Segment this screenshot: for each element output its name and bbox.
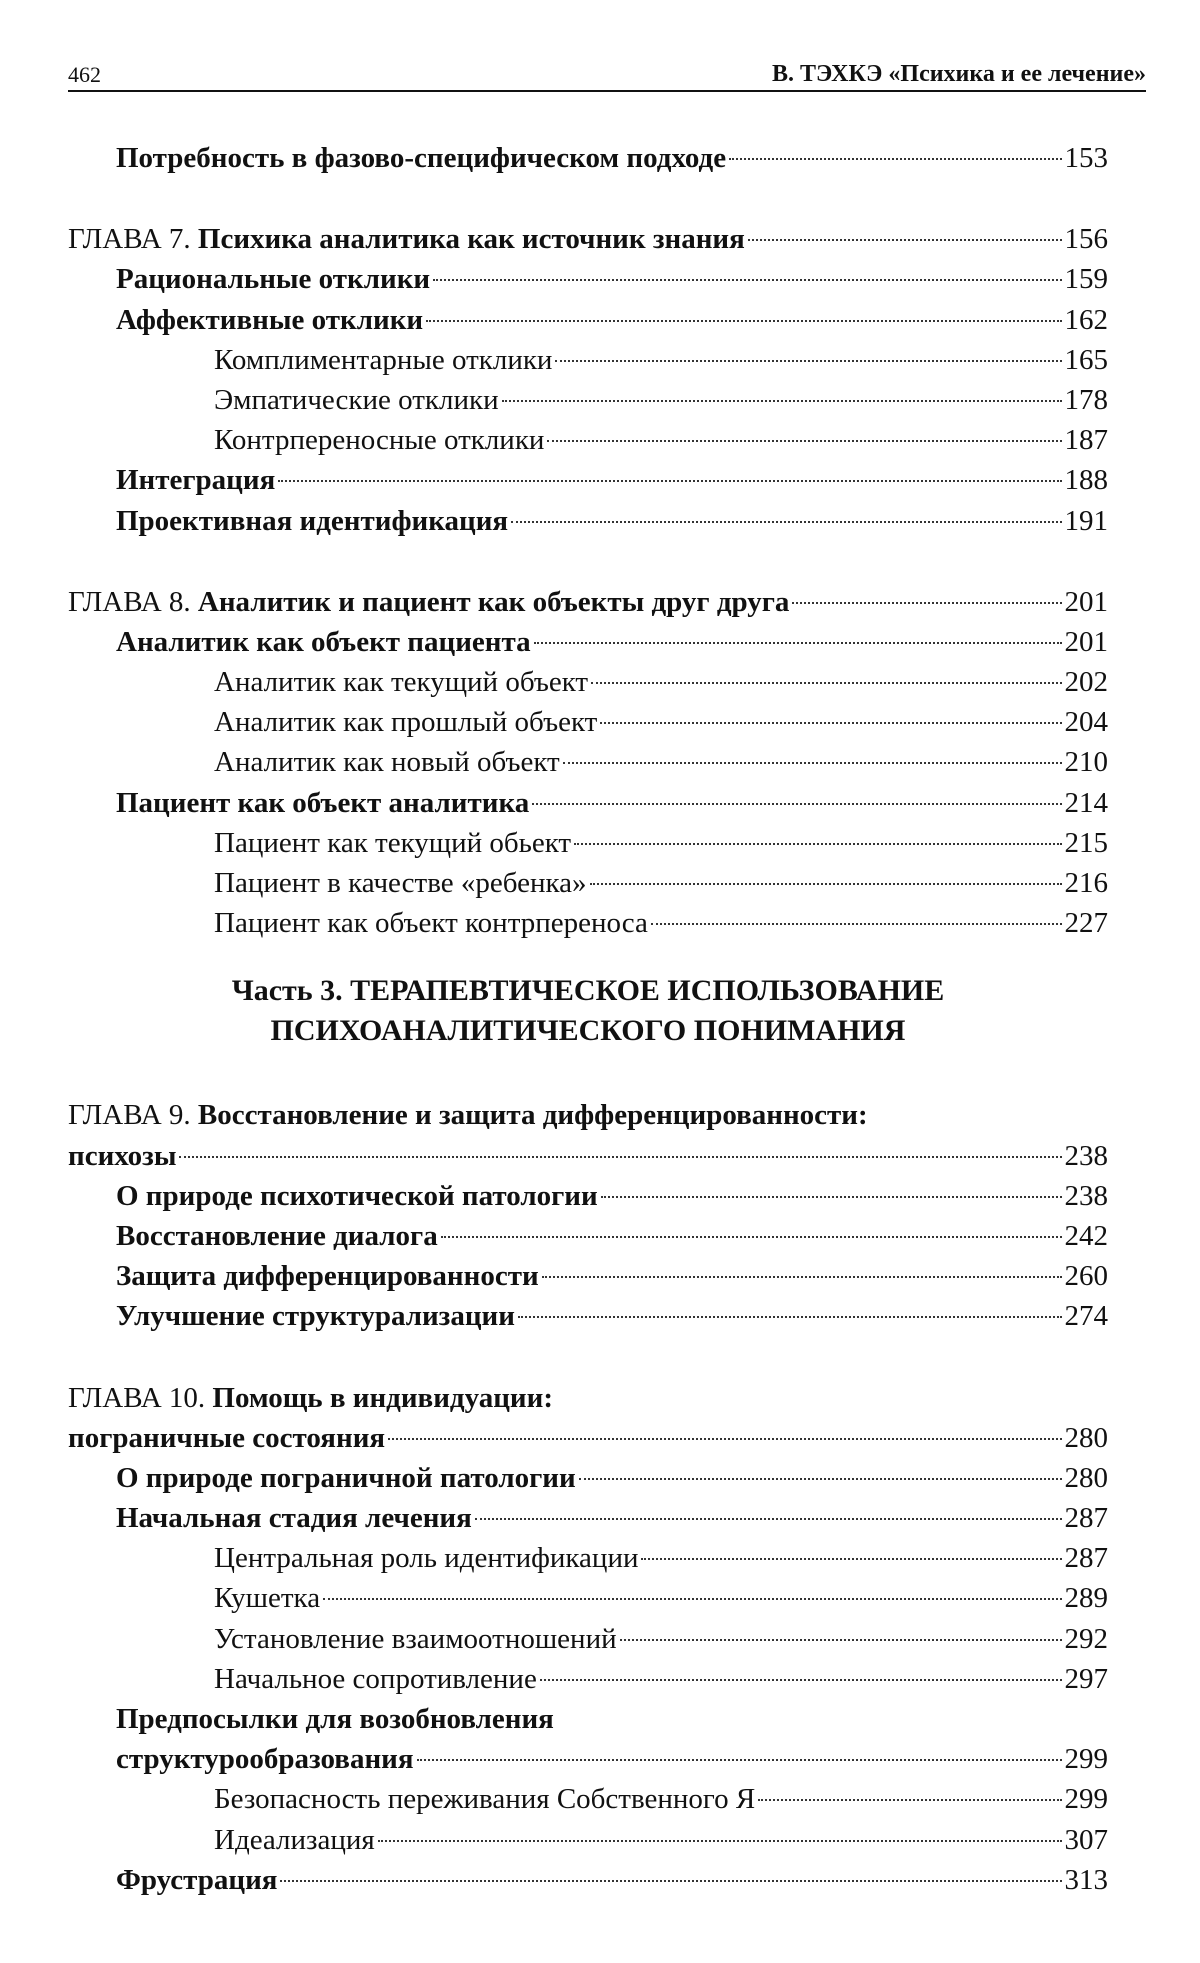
dot-leader xyxy=(758,1799,1061,1801)
toc-entry xyxy=(68,783,1108,823)
toc-entry-page: 210 xyxy=(1064,746,1108,779)
dot-leader xyxy=(179,1156,1061,1158)
toc-entry-label: Начальная стадия лечения xyxy=(116,1502,472,1535)
dot-leader xyxy=(601,1196,1062,1198)
toc-entry xyxy=(68,460,1108,500)
toc-entry-page: 260 xyxy=(1064,1260,1108,1293)
dot-leader xyxy=(651,923,1062,925)
toc-entry-page: 289 xyxy=(1064,1582,1108,1615)
dot-leader xyxy=(433,279,1061,281)
toc-entry-page: 159 xyxy=(1064,263,1108,296)
toc-entry xyxy=(68,1739,1108,1779)
toc-entry-page: 204 xyxy=(1064,706,1108,739)
toc-entry-label: Комплиментарные отклики xyxy=(214,343,553,376)
toc-entry-page: 238 xyxy=(1064,1179,1108,1212)
toc-entry-label: Пациент в качестве «ребенка» xyxy=(214,867,587,899)
dot-leader xyxy=(579,1478,1062,1480)
toc-entry-label: Пациент как объект контрпереноса xyxy=(214,907,648,940)
dot-leader xyxy=(417,1759,1062,1761)
chapter-prefix: ГЛАВА 9. xyxy=(68,1099,191,1132)
toc-entry-page: 165 xyxy=(1064,343,1108,376)
toc-entry-label: Кушетка xyxy=(214,1582,321,1615)
toc-entry-label: Фрустрация xyxy=(116,1863,278,1896)
dot-leader xyxy=(532,803,1061,805)
toc-entry xyxy=(68,1860,1108,1900)
toc-entry xyxy=(68,742,1108,782)
toc-entry-label: Рациональные отклики xyxy=(116,263,431,296)
toc-entry xyxy=(68,420,1108,460)
toc-entry xyxy=(68,1820,1108,1860)
toc-entry xyxy=(68,1538,1108,1578)
toc-entry-label: Центральная роль идентификации xyxy=(214,1542,639,1575)
toc-entry xyxy=(68,823,1108,863)
toc-entry-line-1: Предпосылки для возобновления xyxy=(116,1703,554,1735)
toc-entry-label: Проективная идентификация xyxy=(116,504,509,537)
dot-leader xyxy=(280,1880,1061,1882)
dot-leader xyxy=(547,440,1061,442)
toc-entry-page: 202 xyxy=(1064,666,1108,699)
toc-entry-page: 214 xyxy=(1064,786,1108,819)
toc-entry-label: структурообразования xyxy=(116,1743,414,1776)
toc-entry-page: 227 xyxy=(1064,907,1108,940)
toc-entry-page: 216 xyxy=(1064,867,1108,899)
dot-leader xyxy=(729,158,1061,160)
toc-entry xyxy=(68,662,1108,702)
part-3-title xyxy=(68,971,1108,1051)
toc-entry-page: 238 xyxy=(1064,1139,1108,1172)
toc-entry-page: 299 xyxy=(1064,1743,1108,1776)
toc-entry-label: Потребность в фазово-специфическом подходе xyxy=(116,142,727,174)
toc-entry-label: О природе пограничной патологии xyxy=(116,1461,576,1494)
toc-entry xyxy=(68,863,1108,903)
toc-entry xyxy=(68,300,1108,340)
toc-chapter-title xyxy=(68,582,789,622)
toc-entry xyxy=(68,1256,1108,1296)
toc-entry-page: 274 xyxy=(1064,1300,1108,1333)
toc-entry-page: 156 xyxy=(1064,223,1108,256)
toc-entry-label: О природе психотической патологии xyxy=(116,1179,598,1212)
toc-entry-page: 187 xyxy=(1064,424,1108,457)
toc-entry-label: Начальное сопротивление xyxy=(214,1662,537,1695)
dot-leader xyxy=(542,1276,1062,1278)
toc-entry-page: 215 xyxy=(1064,826,1108,859)
dot-leader xyxy=(518,1316,1062,1318)
toc-entry-label: Аналитик как текущий объект xyxy=(214,666,589,699)
toc-entry xyxy=(68,1578,1108,1618)
toc-entry xyxy=(68,1619,1108,1659)
part-title-line-2: ПСИХОАНАЛИТИЧЕСКОГО ПОНИМАНИЯ xyxy=(270,1014,906,1048)
chapter-prefix: ГЛАВА 8. xyxy=(68,585,191,618)
dot-leader xyxy=(502,400,1062,402)
dot-leader xyxy=(792,602,1061,604)
toc-entry xyxy=(68,380,1108,420)
toc-chapter-title xyxy=(68,219,745,259)
toc-entry xyxy=(68,1659,1108,1699)
toc-entry-label: Пациент как объект аналитика xyxy=(116,786,530,819)
table-of-contents xyxy=(68,138,1108,1900)
dot-leader xyxy=(540,1679,1062,1681)
chapter-prefix: ГЛАВА 7. xyxy=(68,223,191,256)
dot-leader xyxy=(534,642,1062,644)
toc-entry-label: Эмпатические отклики xyxy=(214,383,499,416)
dot-leader xyxy=(426,320,1061,322)
toc-entry xyxy=(68,1176,1108,1216)
dot-leader xyxy=(323,1598,1061,1600)
toc-entry-page: 287 xyxy=(1064,1542,1108,1575)
toc-entry xyxy=(68,903,1108,943)
toc-chapter-9-line-1 xyxy=(68,1095,1108,1135)
part-title-line-1: Часть 3. ТЕРАПЕВТИЧЕСКОЕ ИСПОЛЬЗОВАНИЕ xyxy=(231,974,945,1008)
toc-entry xyxy=(68,138,1108,178)
toc-entry xyxy=(68,622,1108,662)
toc-chapter-title xyxy=(68,1095,868,1135)
running-title: В. ТЭХКЭ «Психика и ее лечение» xyxy=(772,61,1146,87)
toc-entry xyxy=(68,259,1108,299)
toc-entry xyxy=(68,1216,1108,1256)
toc-entry-label: Контрпереносные отклики xyxy=(214,424,545,457)
toc-entry-page: 292 xyxy=(1064,1622,1108,1655)
toc-chapter-8 xyxy=(68,582,1108,622)
toc-entry-page: 201 xyxy=(1064,625,1108,658)
dot-leader xyxy=(441,1236,1062,1238)
toc-entry xyxy=(68,340,1108,380)
toc-entry-page: 191 xyxy=(1064,504,1108,537)
toc-entry xyxy=(68,1498,1108,1538)
dot-leader xyxy=(511,521,1061,523)
toc-entry-page: 287 xyxy=(1064,1502,1108,1535)
toc-entry-label: психозы xyxy=(68,1139,177,1172)
toc-chapter-10-line-2 xyxy=(68,1418,1108,1458)
toc-entry-label: Аффективные отклики xyxy=(116,303,424,336)
toc-chapter-title xyxy=(68,1378,553,1418)
toc-entry-page: 153 xyxy=(1064,142,1108,174)
toc-entry-page: 178 xyxy=(1064,383,1108,416)
dot-leader xyxy=(600,722,1061,724)
dot-leader xyxy=(563,762,1062,764)
toc-entry xyxy=(68,702,1108,742)
toc-entry-label: Установление взаимоотношений xyxy=(214,1622,617,1655)
chapter-prefix: ГЛАВА 10. xyxy=(68,1381,206,1414)
dot-leader xyxy=(574,843,1061,845)
chapter-label: Помощь в индивидуации: xyxy=(212,1381,554,1414)
toc-entry-page: 313 xyxy=(1064,1863,1108,1896)
toc-entry-label: Интеграция xyxy=(116,464,276,497)
toc-entry-label: Безопасность переживания Собственного Я xyxy=(214,1783,756,1816)
dot-leader xyxy=(641,1558,1061,1560)
toc-entry-label: Аналитик как прошлый объект xyxy=(214,706,598,739)
toc-entry-label: Пациент как текущий обьект xyxy=(214,826,572,859)
toc-entry-page: 280 xyxy=(1064,1421,1108,1454)
dot-leader xyxy=(378,1840,1062,1842)
dot-leader xyxy=(590,883,1062,885)
page-number: 462 xyxy=(68,62,101,87)
dot-leader xyxy=(555,360,1061,362)
page-header xyxy=(68,54,1146,92)
toc-entry-page: 280 xyxy=(1064,1461,1108,1494)
toc-entry-label: Аналитик как новый объект xyxy=(214,746,560,779)
toc-entry xyxy=(68,1458,1108,1498)
toc-entry-page: 299 xyxy=(1064,1783,1108,1816)
toc-entry-page: 242 xyxy=(1064,1219,1108,1252)
chapter-label: Восстановление и защита дифференцированности: xyxy=(197,1099,868,1132)
toc-entry xyxy=(68,1779,1108,1819)
toc-entry-page: 307 xyxy=(1064,1823,1108,1856)
toc-entry-label: пограничные состояния xyxy=(68,1421,386,1454)
dot-leader xyxy=(388,1438,1061,1440)
toc-entry-page: 297 xyxy=(1064,1662,1108,1695)
toc-chapter-9-line-2 xyxy=(68,1136,1108,1176)
dot-leader xyxy=(278,480,1061,482)
toc-entry-page: 162 xyxy=(1064,303,1108,336)
dot-leader xyxy=(475,1518,1062,1520)
dot-leader xyxy=(591,682,1061,684)
toc-entry-label: Аналитик как объект пациента xyxy=(116,625,531,658)
toc-entry-label: Восстановление диалога xyxy=(116,1219,438,1252)
chapter-label: Психика аналитика как источник знания xyxy=(197,223,745,256)
toc-entry xyxy=(68,1296,1108,1336)
toc-entry-label: Улучшение структурализации xyxy=(116,1300,515,1333)
toc-entry-page: 201 xyxy=(1064,585,1108,618)
toc-entry-label: Защита дифференцированности xyxy=(116,1260,539,1293)
chapter-label: Аналитик и пациент как объекты друг друга xyxy=(197,585,790,618)
toc-entry xyxy=(68,501,1108,541)
toc-entry-label: Идеализация xyxy=(214,1823,375,1856)
toc-chapter-10-line-1 xyxy=(68,1378,1108,1418)
toc-entry-page: 188 xyxy=(1064,464,1108,497)
dot-leader xyxy=(748,239,1062,241)
toc-chapter-7 xyxy=(68,219,1108,259)
dot-leader xyxy=(620,1639,1062,1641)
